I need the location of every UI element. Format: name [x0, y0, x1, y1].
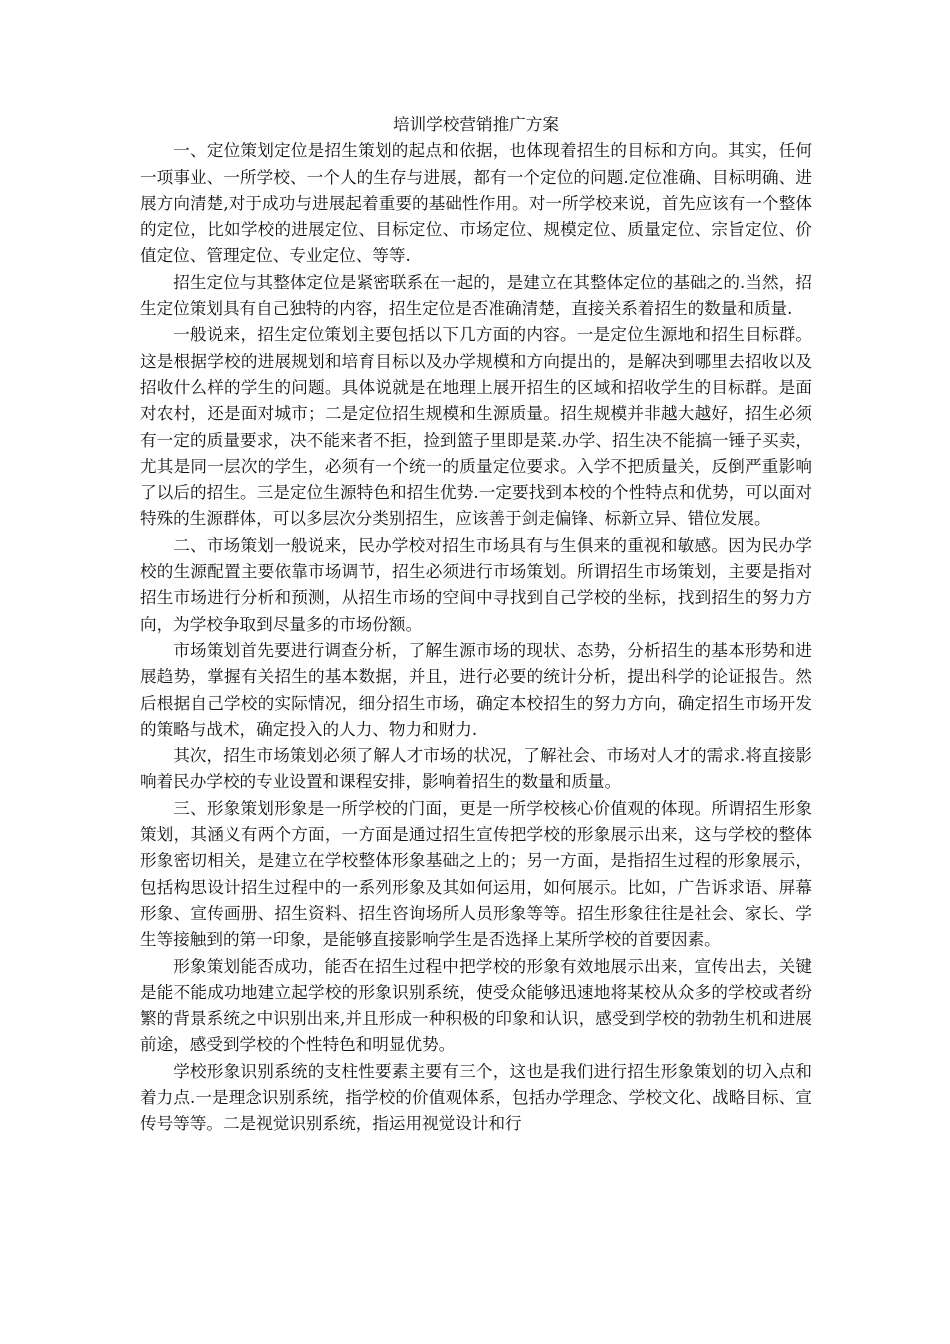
- paragraph-market-analysis: 市场策划首先要进行调查分析，了解生源市场的现状、态势，分析招生的基本形势和进展趋势，掌握有关招生的基本数据，并且，进行必要的统计分析，提出科学的论证报告。然后根据自己学校的实际情况，细分招生市场，确定本校招生的努力方向，确定招生市场开发的策略与战术，确定投入的人力、物力和财力.: [140, 640, 812, 739]
- paragraph-talent-market: 其次，招生市场策划必须了解人才市场的状况，了解社会、市场对人才的需求.将直接影响着民办学校的专业设置和课程安排，影响着招生的数量和质量。: [140, 746, 812, 792]
- document-title: 培训学校营销推广方案: [393, 115, 559, 134]
- paragraph-image-planning: 三、形象策划形象是一所学校的门面，更是一所学校核心价值观的体现。所谓招生形象策划，其涵义有两个方面，一方面是通过招生宣传把学校的形象展示出来，这与学校的整体形象密切相关，是建立在学校整体形象基础之上的；另一方面，是指招生过程的形象展示，包括构思设计招生过程中的一系列形象及其如何运用，如何展示。比如，广告诉求语、屏幕形象、宣传画册、招生资料、招生咨询场所人员形象等等。招生形象往往是社会、家长、学生等接触到的第一印象，是能够直接影响学生是否选择上某所学校的首要因素。: [140, 798, 812, 950]
- paragraph-identity-system: 学校形象识别系统的支柱性要素主要有三个，这也是我们进行招生形象策划的切入点和着力点.一是理念识别系统，指学校的价值观体系，包括办学理念、学校文化、战略目标、宣传号等等。二是视觉识别系统，指运用视觉设计和行: [140, 1061, 812, 1134]
- paragraph-positioning-intro: 一、定位策划定位是招生策划的起点和依据，也体现着招生的目标和方向。其实，任何一项事业、一所学校、一个人的生存与进展，都有一个定位的问题.定位准确、目标明确、进展方向清楚,对于成功与进展起着重要的基础性作用。对一所学校来说，首先应该有一个整体的定位，比如学校的进展定位、目标定位、市场定位、规模定位、质量定位、宗旨定位、价值定位、管理定位、专业定位、等等.: [140, 141, 812, 266]
- document-page: [140, 112, 812, 1138]
- paragraph-market-planning: 二、市场策划一般说来，民办学校对招生市场具有与生俱来的重视和敏感。因为民办学校的生源配置主要依靠市场调节，招生必须进行市场策划。所谓招生市场策划，主要是指对招生市场进行分析和预测，从招生市场的空间中寻找到自己学校的坐标，找到招生的努力方向，为学校争取到尽量多的市场份额。: [140, 535, 812, 634]
- paragraph-enrollment-positioning: 招生定位与其整体定位是紧密联系在一起的，是建立在其整体定位的基础之的.当然，招生定位策划具有自己独特的内容，招生定位是否准确清楚，直接关系着招生的数量和质量.: [140, 272, 812, 319]
- paragraph-positioning-content: 一般说来，招生定位策划主要包括以下几方面的内容。一是定位生源地和招生目标群。这是根据学校的进展规划和培育目标以及办学规模和方向提出的，是解决到哪里去招收以及招收什么样的学生的问题。具体说就是在地理上展开招生的区域和招收学生的目标群。是面对农村，还是面对城市；二是定位招生规模和生源质量。招生规模并非越大越好，招生必须有一定的质量要求，决不能来者不拒，捡到篮子里即是菜.办学、招生决不能搞一锤子买卖，尤其是同一层次的学生，必须有一个统一的质量定位要求。入学不把质量关，反倒严重影响了以后的招生。三是定位生源特色和招生优势.一定要找到本校的个性特点和优势，可以面对特殊的生源群体，可以多层次分类别招生，应该善于剑走偏锋、标新立异、错位发展。: [140, 325, 812, 529]
- paragraph-image-success: 形象策划能否成功，能否在招生过程中把学校的形象有效地展示出来，宣传出去，关键是能不能成功地建立起学校的形象识别系统，使受众能够迅速地将某校从众多的学校或者纷繁的背景系统之中识别出来,并且形成一种积极的印象和认识，感受到学校的勃勃生机和进展前途，感受到学校的个性特色和明显优势。: [140, 956, 812, 1055]
